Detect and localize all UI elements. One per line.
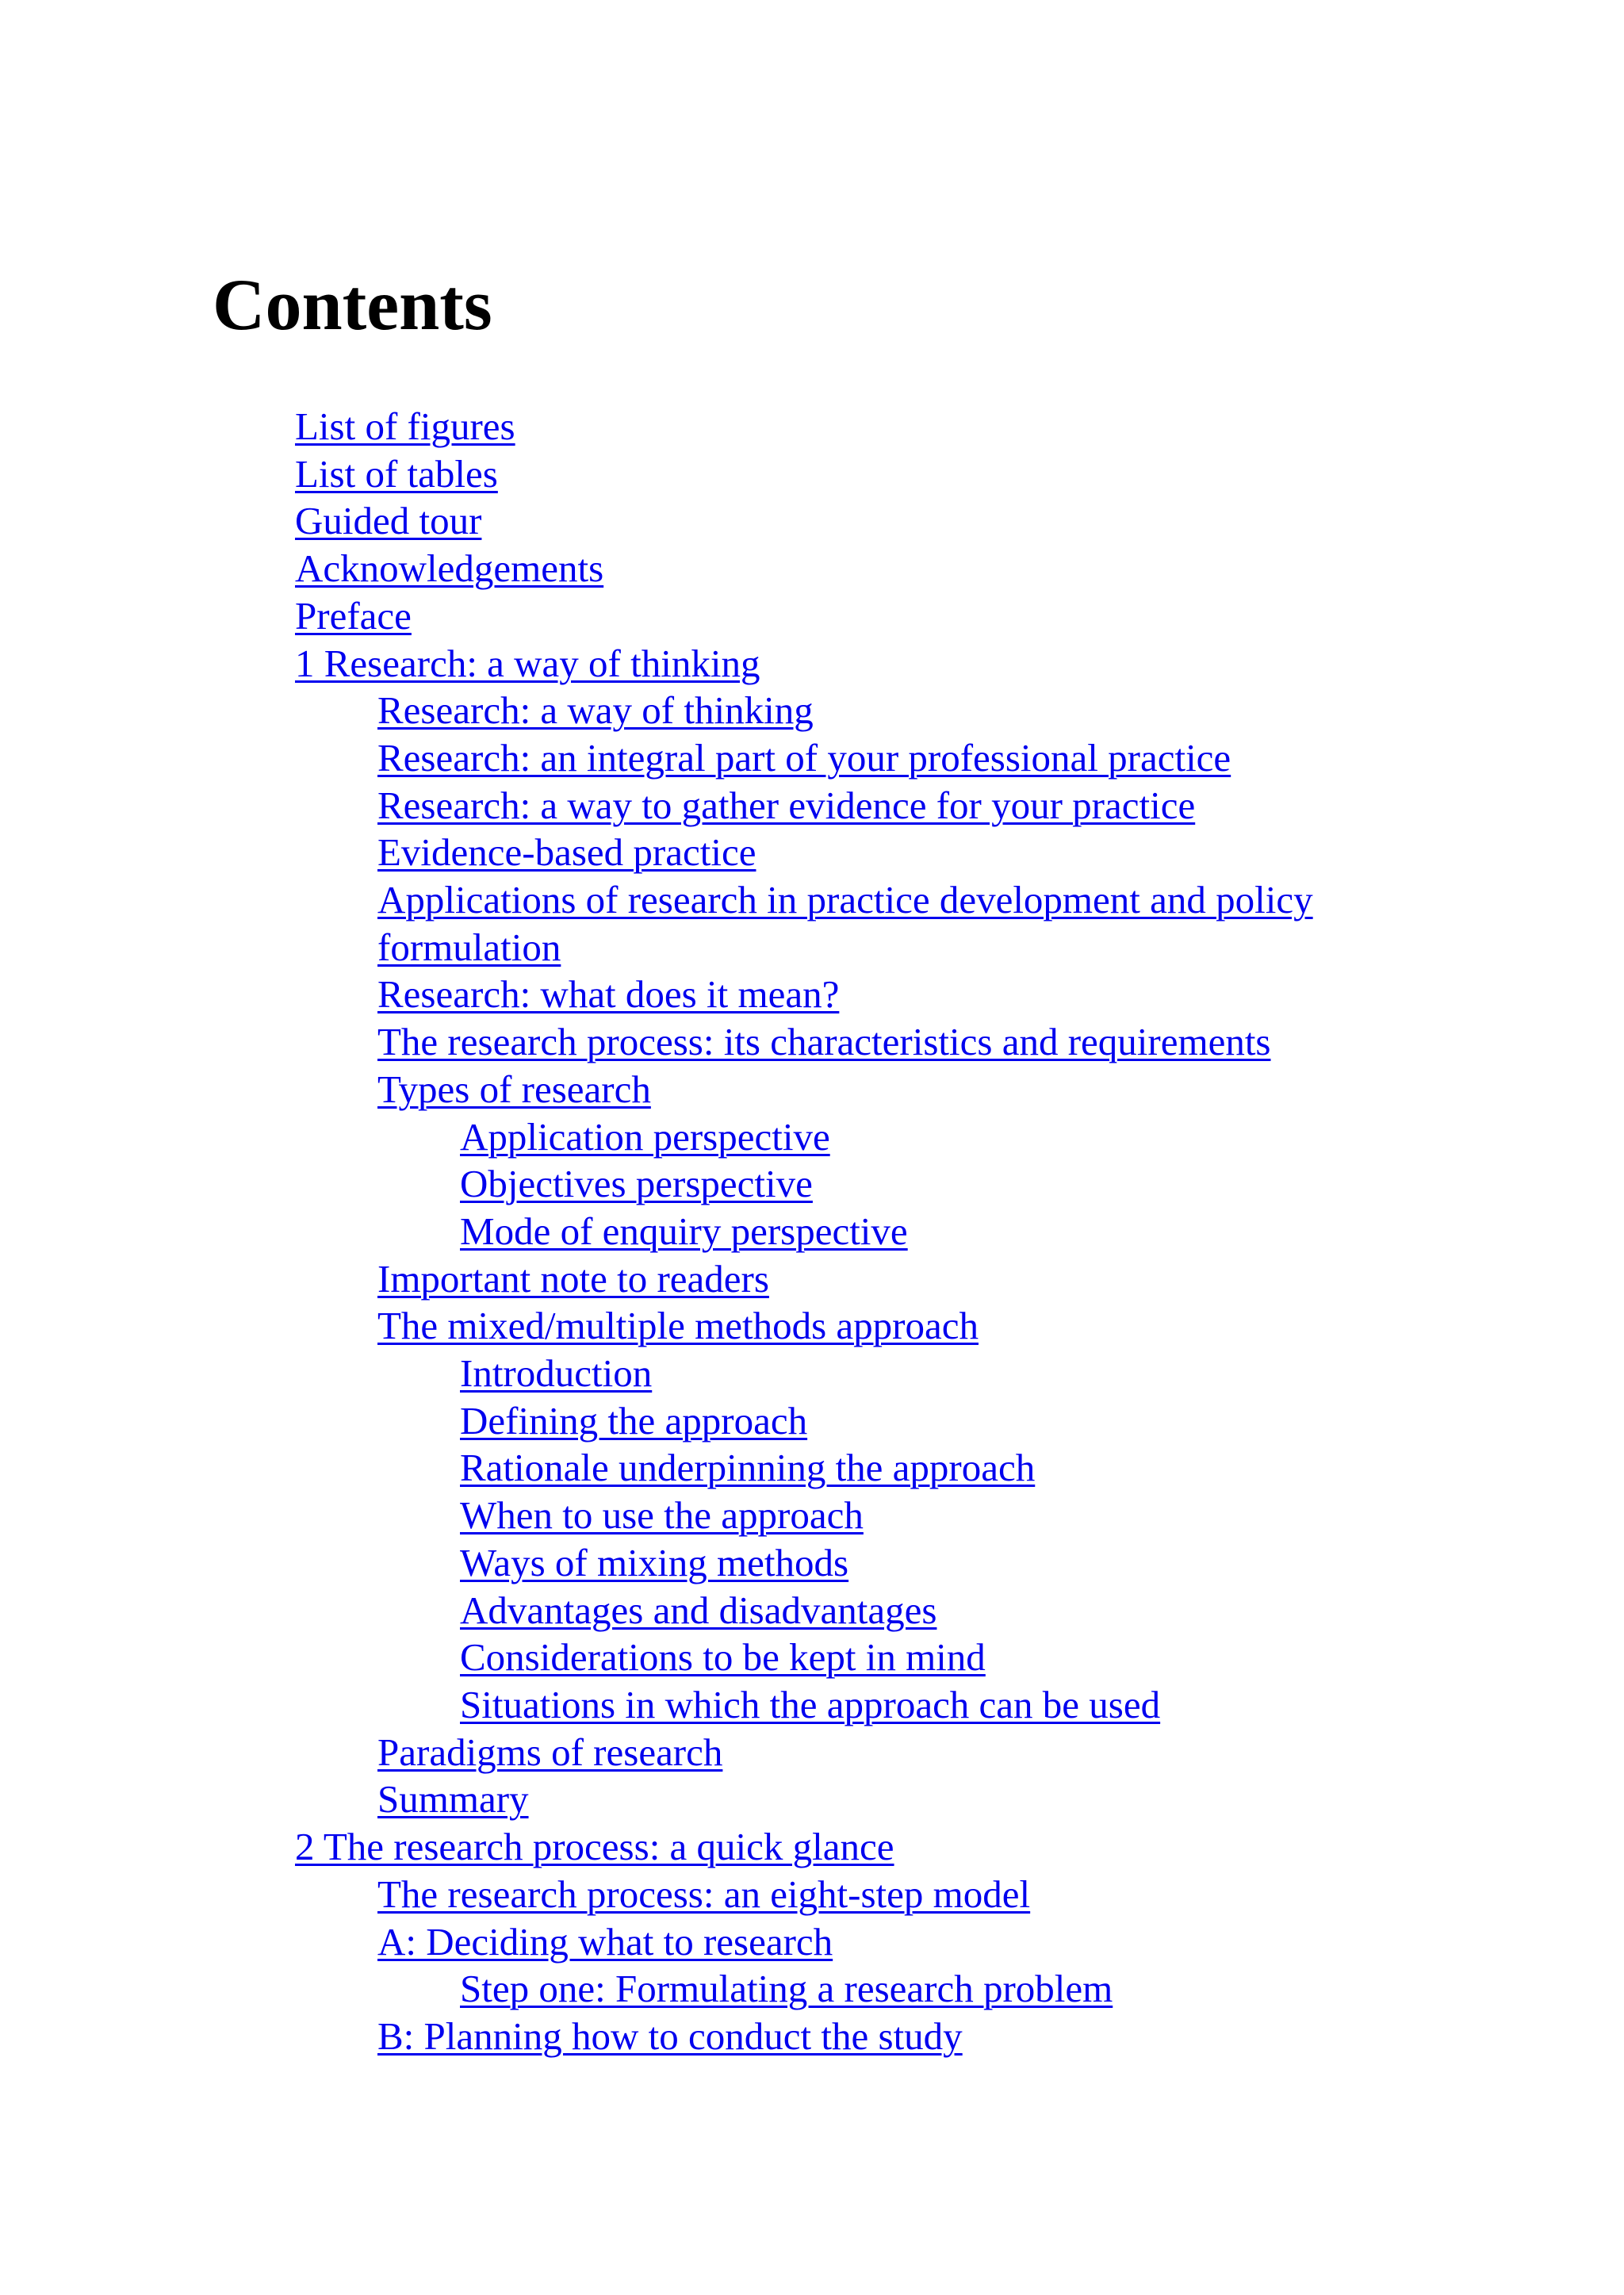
toc-entry <box>295 497 1532 545</box>
toc-link[interactable]: When to use the approach <box>460 1493 864 1538</box>
toc-entry <box>295 450 1532 498</box>
toc-entry <box>295 971 1532 1018</box>
toc-link[interactable]: Objectives perspective <box>460 1162 813 1206</box>
toc-link[interactable]: 1 Research: a way of thinking <box>295 641 760 685</box>
toc-link[interactable]: Research: what does it mean? <box>377 972 840 1017</box>
toc-entry <box>295 1302 1532 1350</box>
toc-link[interactable]: List of tables <box>295 451 498 496</box>
toc-link[interactable]: Types of research <box>377 1067 651 1111</box>
toc-entry <box>295 1160 1532 1208</box>
page-title: Contents <box>213 264 492 345</box>
toc-link[interactable]: Ways of mixing methods <box>460 1540 849 1584</box>
toc-entry <box>295 1255 1532 1303</box>
toc-link[interactable]: Summary <box>377 1777 529 1822</box>
table-of-contents <box>295 403 1532 2060</box>
toc-entry <box>295 1018 1532 1066</box>
toc-link[interactable]: The research process: its characteristics and requirements <box>377 1020 1271 1064</box>
toc-entry <box>295 829 1532 876</box>
toc-link[interactable]: Rationale underpinning the approach <box>460 1446 1036 1490</box>
toc-link[interactable]: Advantages and disadvantages <box>460 1588 937 1632</box>
toc-link[interactable]: Introduction <box>460 1351 653 1396</box>
toc-entry <box>295 782 1532 829</box>
toc-link[interactable]: A: Deciding what to research <box>377 1919 833 1964</box>
toc-link[interactable]: Guided tour <box>295 499 482 543</box>
toc-link[interactable]: Acknowledgements <box>295 546 604 591</box>
toc-link[interactable]: Research: a way to gather evidence for your practice <box>377 783 1196 827</box>
toc-entry <box>295 1965 1532 2013</box>
toc-entry <box>295 876 1472 971</box>
toc-entry <box>295 734 1532 782</box>
toc-entry <box>295 1397 1532 1445</box>
toc-entry <box>295 1871 1532 1918</box>
toc-link[interactable]: Defining the approach <box>460 1398 808 1443</box>
toc-link[interactable]: 2 The research process: a quick glance <box>295 1825 894 1869</box>
toc-entry <box>295 1444 1532 1492</box>
toc-entry <box>295 1539 1532 1587</box>
toc-entry <box>295 1066 1532 1113</box>
toc-entry <box>295 403 1532 450</box>
toc-link[interactable]: Important note to readers <box>377 1256 769 1301</box>
toc-link[interactable]: B: Planning how to conduct the study <box>377 2013 963 2058</box>
toc-link[interactable]: Research: an integral part of your professional practice <box>377 735 1231 780</box>
toc-entry <box>295 2013 1532 2060</box>
toc-link[interactable]: Considerations to be kept in mind <box>460 1635 986 1680</box>
toc-link[interactable]: Research: a way of thinking <box>377 688 814 733</box>
toc-entry <box>295 1823 1532 1871</box>
toc-entry <box>295 1729 1532 1776</box>
toc-link[interactable]: Mode of enquiry perspective <box>460 1209 908 1253</box>
toc-entry <box>295 1113 1532 1161</box>
toc-link[interactable]: The research process: an eight-step model <box>377 1872 1031 1916</box>
toc-entry <box>295 1776 1532 1823</box>
toc-entry <box>295 1350 1532 1397</box>
toc-link[interactable]: Applications of research in practice development and policy formulation <box>377 878 1313 969</box>
toc-link[interactable]: Step one: Formulating a research problem <box>460 1967 1113 2011</box>
toc-entry <box>295 1587 1532 1634</box>
toc-link[interactable]: List of figures <box>295 404 515 448</box>
toc-link[interactable]: The mixed/multiple methods approach <box>377 1304 979 1348</box>
toc-link[interactable]: Paradigms of research <box>377 1730 723 1774</box>
toc-entry <box>295 1918 1532 1966</box>
toc-entry <box>295 1208 1532 1255</box>
toc-entry <box>295 545 1532 592</box>
toc-entry <box>295 592 1532 640</box>
toc-entry <box>295 1634 1532 1681</box>
toc-link[interactable]: Situations in which the approach can be used <box>460 1682 1161 1726</box>
toc-link[interactable]: Evidence-based practice <box>377 830 756 875</box>
toc-entry <box>295 1681 1532 1729</box>
toc-entry <box>295 687 1532 734</box>
toc-link[interactable]: Preface <box>295 593 412 638</box>
toc-entry <box>295 640 1532 688</box>
toc-entry <box>295 1492 1532 1539</box>
toc-link[interactable]: Application perspective <box>460 1114 830 1159</box>
